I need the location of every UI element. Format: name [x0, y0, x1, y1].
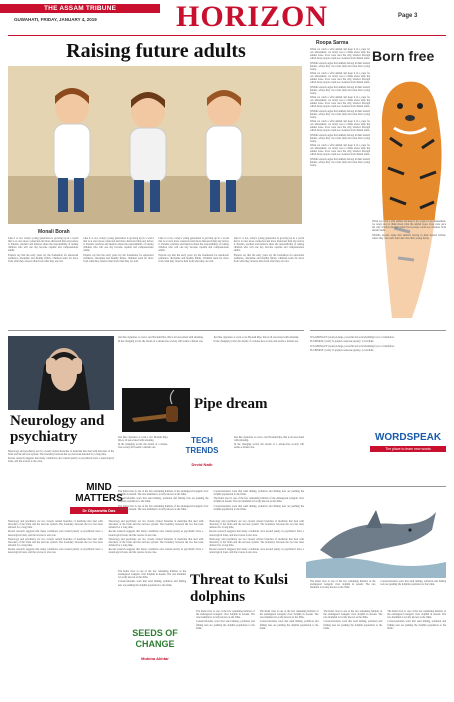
born-para-1: When we catch a wild animal and keep it in a cage for our amusement, we rarely stop to think about what the animal loses. Zoos were once the only window through which most people could see creatures from distant lands.: [310, 48, 370, 61]
neuro-para-7: Neurology and psychiatry are two closely related branches of medicine that deal with disorders of the brain and the nervous system. The boundary between the two has been debated for a long time.: [108, 520, 204, 530]
born-para-4: Wildlife experts argue that animals belong in their natural habitat, where they can roam, hunt and raise their young freely.: [310, 85, 370, 95]
kulsi-body-right: [310, 580, 446, 608]
pipe-photo: [122, 388, 190, 432]
born-para-2: Wildlife experts argue that animals belong in their natural habitat, where they can roam, hunt and raise their young freely.: [310, 61, 370, 71]
kulsi-para-11: The Kulsi river is one of the few remaining habitats of the endangered Gangetic river dolphin in Assam. The rare mammal is locally known as the Xihu.: [387, 610, 446, 620]
neuro-para-4: Recent research suggests that many conditions once treated purely as psychiatric have a neurological basis, and the reverse is also true.: [8, 530, 103, 537]
twins-para-2c: Experts say that the early years lay the foundation for emotional resilience, discipline and healthy habits. Children learn far more from what they observe than from what they are told.: [158, 253, 229, 263]
kulsi-para-4: Conservationists warn that sand mining, pollution and fishing nets are pushing the dolphin population to the brink.: [118, 580, 186, 587]
masthead-rule: [8, 35, 446, 36]
twins-para-2d: Experts say that the early years lay the foundation for emotional resilience, discipline and healthy habits. Children learn far more from what they observe than from what they are told.: [233, 253, 304, 263]
born-para-6: Wildlife experts argue that animals belong in their natural habitat, where they can roam, hunt and raise their young freely.: [310, 109, 370, 119]
twins-headline: Raising future adults: [66, 40, 246, 62]
born-para-11: When we catch a wild animal and keep it in a cage for our amusement, we rarely stop to think about what the animal loses. Zoos were once the only window through which most people could see creatures from distant lands.: [372, 220, 446, 233]
divider-twins-neuro: [8, 330, 304, 331]
pipe-para-6: In the changing world, the dream of a smoke-free society still seems a distant one.: [234, 443, 304, 450]
kulsi-body-left: [118, 490, 304, 568]
neuro-para-5: Neurology and psychiatry are two closely related branches of medicine that deal with disorders of the brain and the nervous system. The boundary between the two has been debated for a long time.: [8, 537, 103, 548]
twins-para-1b: Like it or not, today's young generation is growing up in a world that is at once more connected and more distracted than any before it. Parents, teachers and mentors share the responsibility of raising children who will one day become capable and compassionate adults.: [83, 237, 154, 253]
bornfree-headline: Born free: [372, 48, 435, 64]
seeds-author: Mubina Akhtar: [141, 656, 169, 661]
divider-born-mid: [310, 330, 446, 331]
mind-matters-title: MIND MATTERS: [75, 482, 123, 504]
pipe-para-2b: In the changing world, the dream of a smoke-free society still seems a distant one.: [213, 340, 299, 344]
born-para-5: When we catch a wild animal and keep it in a cage for our amusement, we rarely stop to think about what the animal loses. Zoos were once the only window through which most people could see creatures from distant lands.: [310, 96, 370, 109]
born-para-3: When we catch a wild animal and keep it in a cage for our amusement, we rarely stop to think about what the animal loses. Zoos were once the only window through which most people could see creatures from distant lands.: [310, 72, 370, 85]
kulsi-para-1c: The Kulsi river is one of the few remaining habitats of the endangered Gangetic river dolphin in Assam. The rare mammal is locally known as the Xihu.: [213, 497, 304, 504]
wordspeak-title: WORDSPEAK: [374, 432, 442, 443]
twins-para-2b: Experts say that the early years lay the foundation for emotional resilience, discipline and healthy habits. Children learn far more from what they observe than from what they are told.: [83, 253, 154, 263]
kulsi-body-bottom: [196, 610, 446, 696]
neuro-para-8: Recent research suggests that many conditions once treated purely as psychiatric have a neurological basis, and the reverse is also true.: [108, 530, 204, 537]
neuro-para-3: Neurology and psychiatry are two closely related branches of medicine that deal with disorders of the brain and the nervous system. The boundary between the two has been debated for a long time.: [8, 520, 103, 530]
neuro-para-10: Recent research suggests that many conditions once treated purely as psychiatric have a neurological basis, and the reverse is also true.: [108, 548, 204, 555]
mind-matters-author: Dr Dipanwita Das: [70, 507, 128, 514]
paper-name: THE ASSAM TRIBUNE: [44, 5, 117, 12]
bornfree-body-lower: [372, 220, 446, 326]
word-entry-2b: FLUMMOX: (verb) To perplex someone greatly; to bewilder.: [310, 348, 375, 352]
twins-para-1c: Like it or not, today's young generation is growing up in a world that is at once more connected and more distracted than any before it. Parents, teachers and mentors share the responsibility of raising children who will one day become capable and compassionate adults.: [158, 237, 229, 253]
kulsi-headline: Threat to Kulsi dolphins: [190, 572, 289, 605]
neuro-headline: [10, 413, 116, 445]
word-entry-1b: JUGGERNAUT: (noun) A huge, powerful and overwhelming force or institution.: [310, 344, 395, 348]
kulsi-para-14: Conservationists warn that sand mining, pollution and fishing nets are pushing the dolphin population to the brink.: [380, 580, 446, 587]
born-para-7: When we catch a wild animal and keep it in a cage for our amusement, we rarely stop to think about what the animal loses. Zoos were once the only window through which most people could see creatures from distant lands.: [310, 120, 370, 133]
page-number: Page 3: [398, 13, 418, 19]
born-para-12: Wildlife experts argue that animals belong in their natural habitat, where they can roam, hunt and raise their young freely.: [372, 233, 446, 240]
kulsi-para-3: The Kulsi river is one of the few remaining habitats of the endangered Gangetic river dolphin in Assam. The rare mammal is locally known as the Xihu.: [118, 570, 186, 580]
seeds-of-change-badge: [118, 628, 192, 668]
seeds-line2: CHANGE: [135, 639, 175, 649]
wordspeak-tagline: The place to learn new words: [370, 446, 446, 452]
neuro-para-12: Recent research suggests that many conditions once treated purely as psychiatric have a neurological basis, and the reverse is also true.: [209, 530, 304, 537]
neuro-para-1: Neurology and psychiatry are two closely related branches of medicine that deal with disorders of the brain and the nervous system. The boundary between the two has been debated for a long time.: [8, 450, 114, 457]
neuro-headline-text: Neurology and psychiatry: [10, 413, 105, 445]
born-para-8: Wildlife experts argue that animals belong in their natural habitat, where they can roam, hunt and raise their young freely.: [310, 133, 370, 143]
kulsi-para-7: The Kulsi river is one of the few remaining habitats of the endangered Gangetic river dolphin in Assam. The rare mammal is locally known as the Xihu.: [259, 610, 319, 620]
kulsi-para-1b: The Kulsi river is one of the few remaining habitats of the endangered Gangetic river dolphin in Assam. The rare mammal is locally known as the Xihu.: [118, 504, 209, 511]
dateline: GUWAHATI, FRIDAY, JANUARY 4, 2019: [14, 17, 97, 22]
pipedream-body-top: [118, 336, 304, 386]
neuro-photo: [8, 336, 114, 410]
born-para-9: When we catch a wild animal and keep it in a cage for our amusement, we rarely stop to think about what the animal loses. Zoos were once the only window through which most people could see creatures from distant lands.: [310, 144, 370, 157]
pipe-para-1b: Just like cigarettes or even a raw Hookah Pipe, this is all associated with smoking.: [213, 336, 299, 339]
kulsi-para-1: The Kulsi river is one of the few remaining habitats of the endangered Gangetic river dolphin in Assam. The rare mammal is locally known as the Xihu.: [118, 490, 209, 497]
word-entry-1: JUGGERNAUT: (noun) A huge, powerful and overwhelming force or institution.: [310, 336, 395, 339]
wordspeak-entries: [310, 336, 446, 428]
word-entry-2: FLUMMOX: (verb) To perplex someone greatly; to bewilder.: [310, 340, 375, 344]
tech-trends-line1: TECH: [191, 436, 213, 445]
pipedream-body-mid: [118, 436, 168, 484]
pipedream-body-right: [234, 436, 304, 484]
pipe-para-3: Just like cigarettes or even a raw Hookah Pipe, this is all associated with smoking.: [118, 436, 168, 443]
born-para-10: Wildlife experts argue that animals belong in their natural habitat, where they can roam, hunt and raise their young freely.: [310, 157, 370, 167]
kulsi-para-2: Conservationists warn that sand mining, pollution and fishing nets are pushing the dolphin population to the brink.: [118, 497, 209, 504]
pipedream-headline: Pipe dream: [194, 396, 268, 412]
seeds-line1: SEEDS OF: [132, 628, 178, 638]
neuro-para-14: Recent research suggests that many conditions once treated purely as psychiatric have a neurological basis, and the reverse is also true.: [209, 548, 304, 555]
kulsi-para-5: The Kulsi river is one of the few remaining habitats of the endangered Gangetic river dolphin in Assam. The rare mammal is locally known as the Xihu.: [196, 610, 255, 620]
kulsi-para-6: Conservationists warn that sand mining, pollution and fishing nets are pushing the dolphin population to the brink.: [196, 620, 255, 630]
twins-body: [8, 237, 304, 328]
woman-headache-illustration: [8, 336, 114, 410]
kulsi-para-9: The Kulsi river is one of the few remaining habitats of the endangered Gangetic river dolphin in Assam. The rare mammal is locally known as the Xihu.: [323, 610, 383, 620]
bornfree-body-left: [310, 48, 370, 326]
kulsi-para-10: Conservationists warn that sand mining, pollution and fishing nets are pushing the dolphin population to the brink.: [323, 620, 383, 630]
tech-trends-line2: TRENDS: [185, 446, 219, 455]
pipe-para-1: Just like cigarettes or even a raw Hookah Pipe, this is all associated with smoking.: [118, 336, 204, 339]
kulsi-para-13: The Kulsi river is one of the few remaining habitats of the endangered Gangetic river dolphin in Assam. The rare mammal is locally known as the Xihu.: [310, 580, 376, 590]
dolphin-illustration: [306, 490, 446, 578]
kulsi-body-lower-left: [118, 570, 186, 626]
kulsi-para-8: Conservationists warn that sand mining, pollution and fishing nets are pushing the dolphin population to the brink.: [259, 620, 319, 630]
neuro-para-2: Recent research suggests that many conditions once treated purely as psychiatric have a neurological basis, and the reverse is also true.: [8, 457, 114, 464]
pipe-para-5: Just like cigarettes or even a raw Hookah Pipe, this is all associated with smoking.: [234, 436, 304, 443]
neuro-body: [8, 450, 114, 480]
kulsi-para-2b: Conservationists warn that sand mining, pollution and fishing nets are pushing the dolphin population to the brink.: [213, 490, 304, 497]
pipe-para-4: In the changing world, the dream of a smoke-free society still seems a distant one.: [118, 443, 168, 450]
twins-photo: [8, 66, 302, 224]
dolphin-photo: [306, 490, 446, 578]
twins-byline: Monali Borah: [38, 229, 70, 235]
twins-para-2: Experts say that the early years lay the foundation for emotional resilience, discipline and healthy habits. Children learn far more from what they observe than from what they are told.: [8, 253, 79, 263]
kulsi-para-2c: Conservationists warn that sand mining, pollution and fishing nets are pushing the dolphin population to the brink.: [213, 504, 304, 511]
neuro-para-11: Neurology and psychiatry are two closely related branches of medicine that deal with disorders of the brain and the nervous system. The boundary between the two has been debated for a long time.: [209, 520, 304, 530]
wordspeak-badge: [370, 432, 446, 462]
masthead: [0, 0, 454, 36]
neuro-para-6: Recent research suggests that many conditions once treated purely as psychiatric have a neurological basis, and the reverse is also true.: [8, 548, 103, 555]
tech-trends-author: Devid Nath: [191, 462, 213, 467]
section-title: HORIZON: [176, 0, 329, 33]
children-illustration: [8, 66, 302, 224]
bornfree-byline: Roopa Sarma: [316, 40, 349, 46]
kulsi-para-12: Conservationists warn that sand mining, pollution and fishing nets are pushing the dolphin population to the brink.: [387, 620, 446, 630]
neuro-para-9: Neurology and psychiatry are two closely related branches of medicine that deal with disorders of the brain and the nervous system. The boundary between the two has been debated for a long time.: [108, 537, 204, 548]
neuro-para-13: Neurology and psychiatry are two closely related branches of medicine that deal with disorders of the brain and the nervous system. The boundary between the two has been debated for a long time.: [209, 537, 304, 548]
tech-trends-badge: [174, 436, 230, 476]
twins-para-1: Like it or not, today's young generation is growing up in a world that is at once more connected and more distracted than any before it. Parents, teachers and mentors share the responsibility of raising children who will one day become capable and compassionate adults.: [8, 237, 79, 253]
twins-para-1d: Like it or not, today's young generation is growing up in a world that is at once more connected and more distracted than any before it. Parents, teachers and mentors share the responsibility of raising children who will one day become capable and compassionate adults.: [233, 237, 304, 253]
pipe-illustration: [122, 388, 190, 432]
divider-pipe-kulsi: [118, 486, 446, 487]
pipe-para-2: In the changing world, the dream of a smoke-free society still seems a distant one.: [118, 340, 204, 344]
